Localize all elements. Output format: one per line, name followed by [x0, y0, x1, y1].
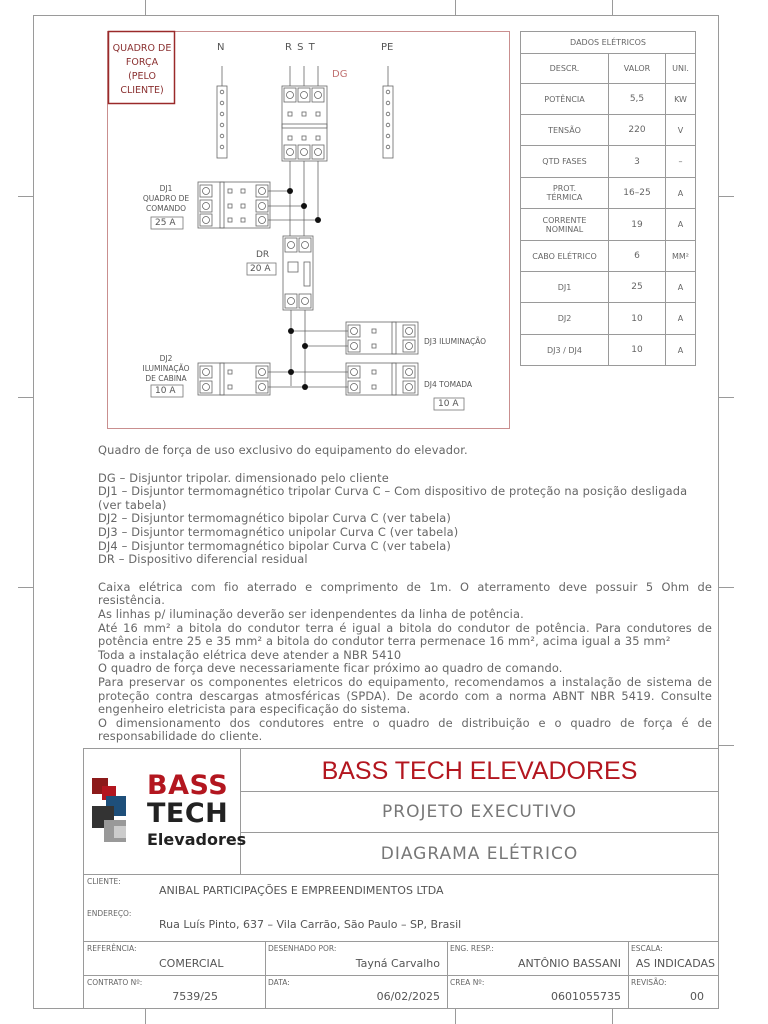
note-paragraph: Caixa elétrica com fio aterrado e comprimento de 1m. O aterramento deve possuir 5 Ohm de resistência. [98, 579, 712, 608]
logo-text-bass: BASS [147, 770, 229, 801]
logo-text-tech: TECH [147, 798, 229, 829]
company-name: BASS TECH ELEVADORES [321, 757, 638, 785]
crea-value: 0601055735 [551, 990, 621, 1003]
note-paragraph: O quadro de força deve necessariamente ficar próximo ao quadro de comando. [98, 661, 563, 676]
client-label: CLIENTE: [87, 877, 121, 886]
contract-label: CONTRATO Nº: [87, 978, 143, 987]
dj3-label: DJ3 ILUMINAÇÃO [424, 337, 487, 346]
date-label: DATA: [268, 978, 290, 987]
dj2-rating: 10 A [155, 386, 176, 396]
client-panel-label: QUADRO DE FORÇA (PELO CLIENTE) [112, 43, 172, 96]
legend-item: DJ3 – Disjuntor termomagnético unipolar Curva C (ver tabela) [98, 524, 459, 539]
table-header: VALOR [609, 54, 666, 84]
legend-item: DJ4 – Disjuntor termomagnético bipolar Curva C (ver tabela) [98, 538, 451, 553]
note-paragraph: As linhas p/ iluminação deverão ser idenpendentes da linha de potência. [98, 606, 524, 621]
drawn-by-value: Tayná Carvalho [355, 957, 440, 970]
address-label: ENDEREÇO: [87, 909, 132, 918]
phase-n-label: N [217, 42, 225, 53]
dj1-label: DJ1 QUADRO DE COMANDO [142, 184, 190, 213]
revision-value: 00 [690, 990, 704, 1003]
reference-label: REFERÊNCIA: [87, 944, 137, 953]
table-header: UNI. [666, 54, 696, 84]
eng-resp-label: ENG. RESP.: [450, 944, 494, 953]
scale-label: ESCALA: [631, 944, 663, 953]
notes-section [98, 444, 712, 744]
legend-item: DG – Disjuntor tripolar. dimensionado pelo cliente [98, 470, 389, 485]
dj2-label: DJ2 ILUMINAÇÃO DE CABINA [142, 354, 190, 383]
titleblock-left [83, 748, 84, 1008]
address-value: Rua Luís Pinto, 637 – Vila Carrão, São Paulo – SP, Brasil [159, 918, 462, 931]
note-paragraph: Até 16 mm² a bitola do condutor terra é igual a bitola do condutor de potência. Para condutores de potência entre 25 e 35 mm² a bitola do condutor terra permenace 16 mm², acima igual a 35 mm² [98, 620, 712, 649]
dj4-label: DJ4 TOMADA [424, 380, 473, 389]
legend-item: DJ1 – Disjuntor termomagnético tripolar Curva C – Com dispositivo de proteção na posição desligada (ver tabela) [98, 484, 688, 512]
phase-rst-label: R S T [285, 42, 316, 53]
table-row: DJ2 10 A [521, 303, 696, 335]
eng-resp-value: ANTÔNIO BASSANI [518, 957, 621, 970]
table-row: QTD FASES 3 – [521, 146, 696, 178]
client-value: ANIBAL PARTICIPAÇÕES E EMPREENDIMENTOS LTDA [159, 884, 444, 897]
table-row: CORRENTE NOMINAL 19 A [521, 209, 696, 241]
table-row: CABO ELÉTRICO 6 MM² [521, 241, 696, 272]
electrical-data-table [520, 31, 696, 366]
table-title: DADOS ELÉTRICOS [521, 32, 696, 54]
table-row: DJ1 25 A [521, 272, 696, 303]
reference-value: COMERCIAL [159, 957, 224, 970]
table-header: DESCR. [521, 54, 609, 84]
legend-item: DR – Dispositivo diferencial residual [98, 552, 308, 567]
table-row: POTÊNCIA 5,5 KW [521, 84, 696, 115]
dj1-rating: 25 A [155, 218, 176, 228]
drawing-title: DIAGRAMA ELÉTRICO [380, 844, 579, 864]
frame-bottom [33, 1008, 719, 1009]
table-row: PROT. TÉRMICA 16–25 A [521, 178, 696, 209]
legend-item: DJ2 – Disjuntor termomagnético bipolar Curva C (ver tabela) [98, 511, 451, 526]
notes-intro: Quadro de força de uso exclusivo do equipamento do elevador. [98, 443, 468, 457]
contract-value: 7539/25 [172, 990, 218, 1003]
project-type: PROJETO EXECUTIVO [382, 802, 577, 822]
scale-value: AS INDICADAS [635, 957, 715, 970]
dg-label: DG [332, 69, 348, 80]
dr-rating: 20 A [250, 264, 271, 274]
note-paragraph: O dimensionamento dos condutores entre o quadro de distribuição e o quadro de força é de responsabilidade do cliente. [98, 715, 712, 744]
titleblock-top [83, 748, 719, 749]
table-row: TENSÃO 220 V [521, 115, 696, 146]
phase-pe-label: PE [381, 42, 394, 53]
dr-label: DR [256, 250, 270, 260]
date-value: 06/02/2025 [376, 990, 440, 1003]
drawn-by-label: DESENHADO POR: [268, 944, 337, 953]
dj4-rating: 10 A [438, 399, 459, 409]
revision-label: REVISÃO: [631, 978, 667, 987]
company-logo-icon [88, 776, 144, 848]
note-paragraph: Toda a instalação elétrica deve atender a NBR 5410 [98, 647, 402, 662]
table-row: DJ3 / DJ4 10 A [521, 335, 696, 366]
logo-text-elevadores: Elevadores [147, 830, 247, 849]
note-paragraph: Para preservar os componentes eletricos do equipamento, recomendamos a instalação de sistema de proteção contra descargas atmosféricas (SPDA). De acordo com a norma ABNT NBR 5419. Consulte engenheiro eletricista para especificação do sistema. [98, 674, 712, 717]
crea-label: CREA Nº: [450, 978, 485, 987]
